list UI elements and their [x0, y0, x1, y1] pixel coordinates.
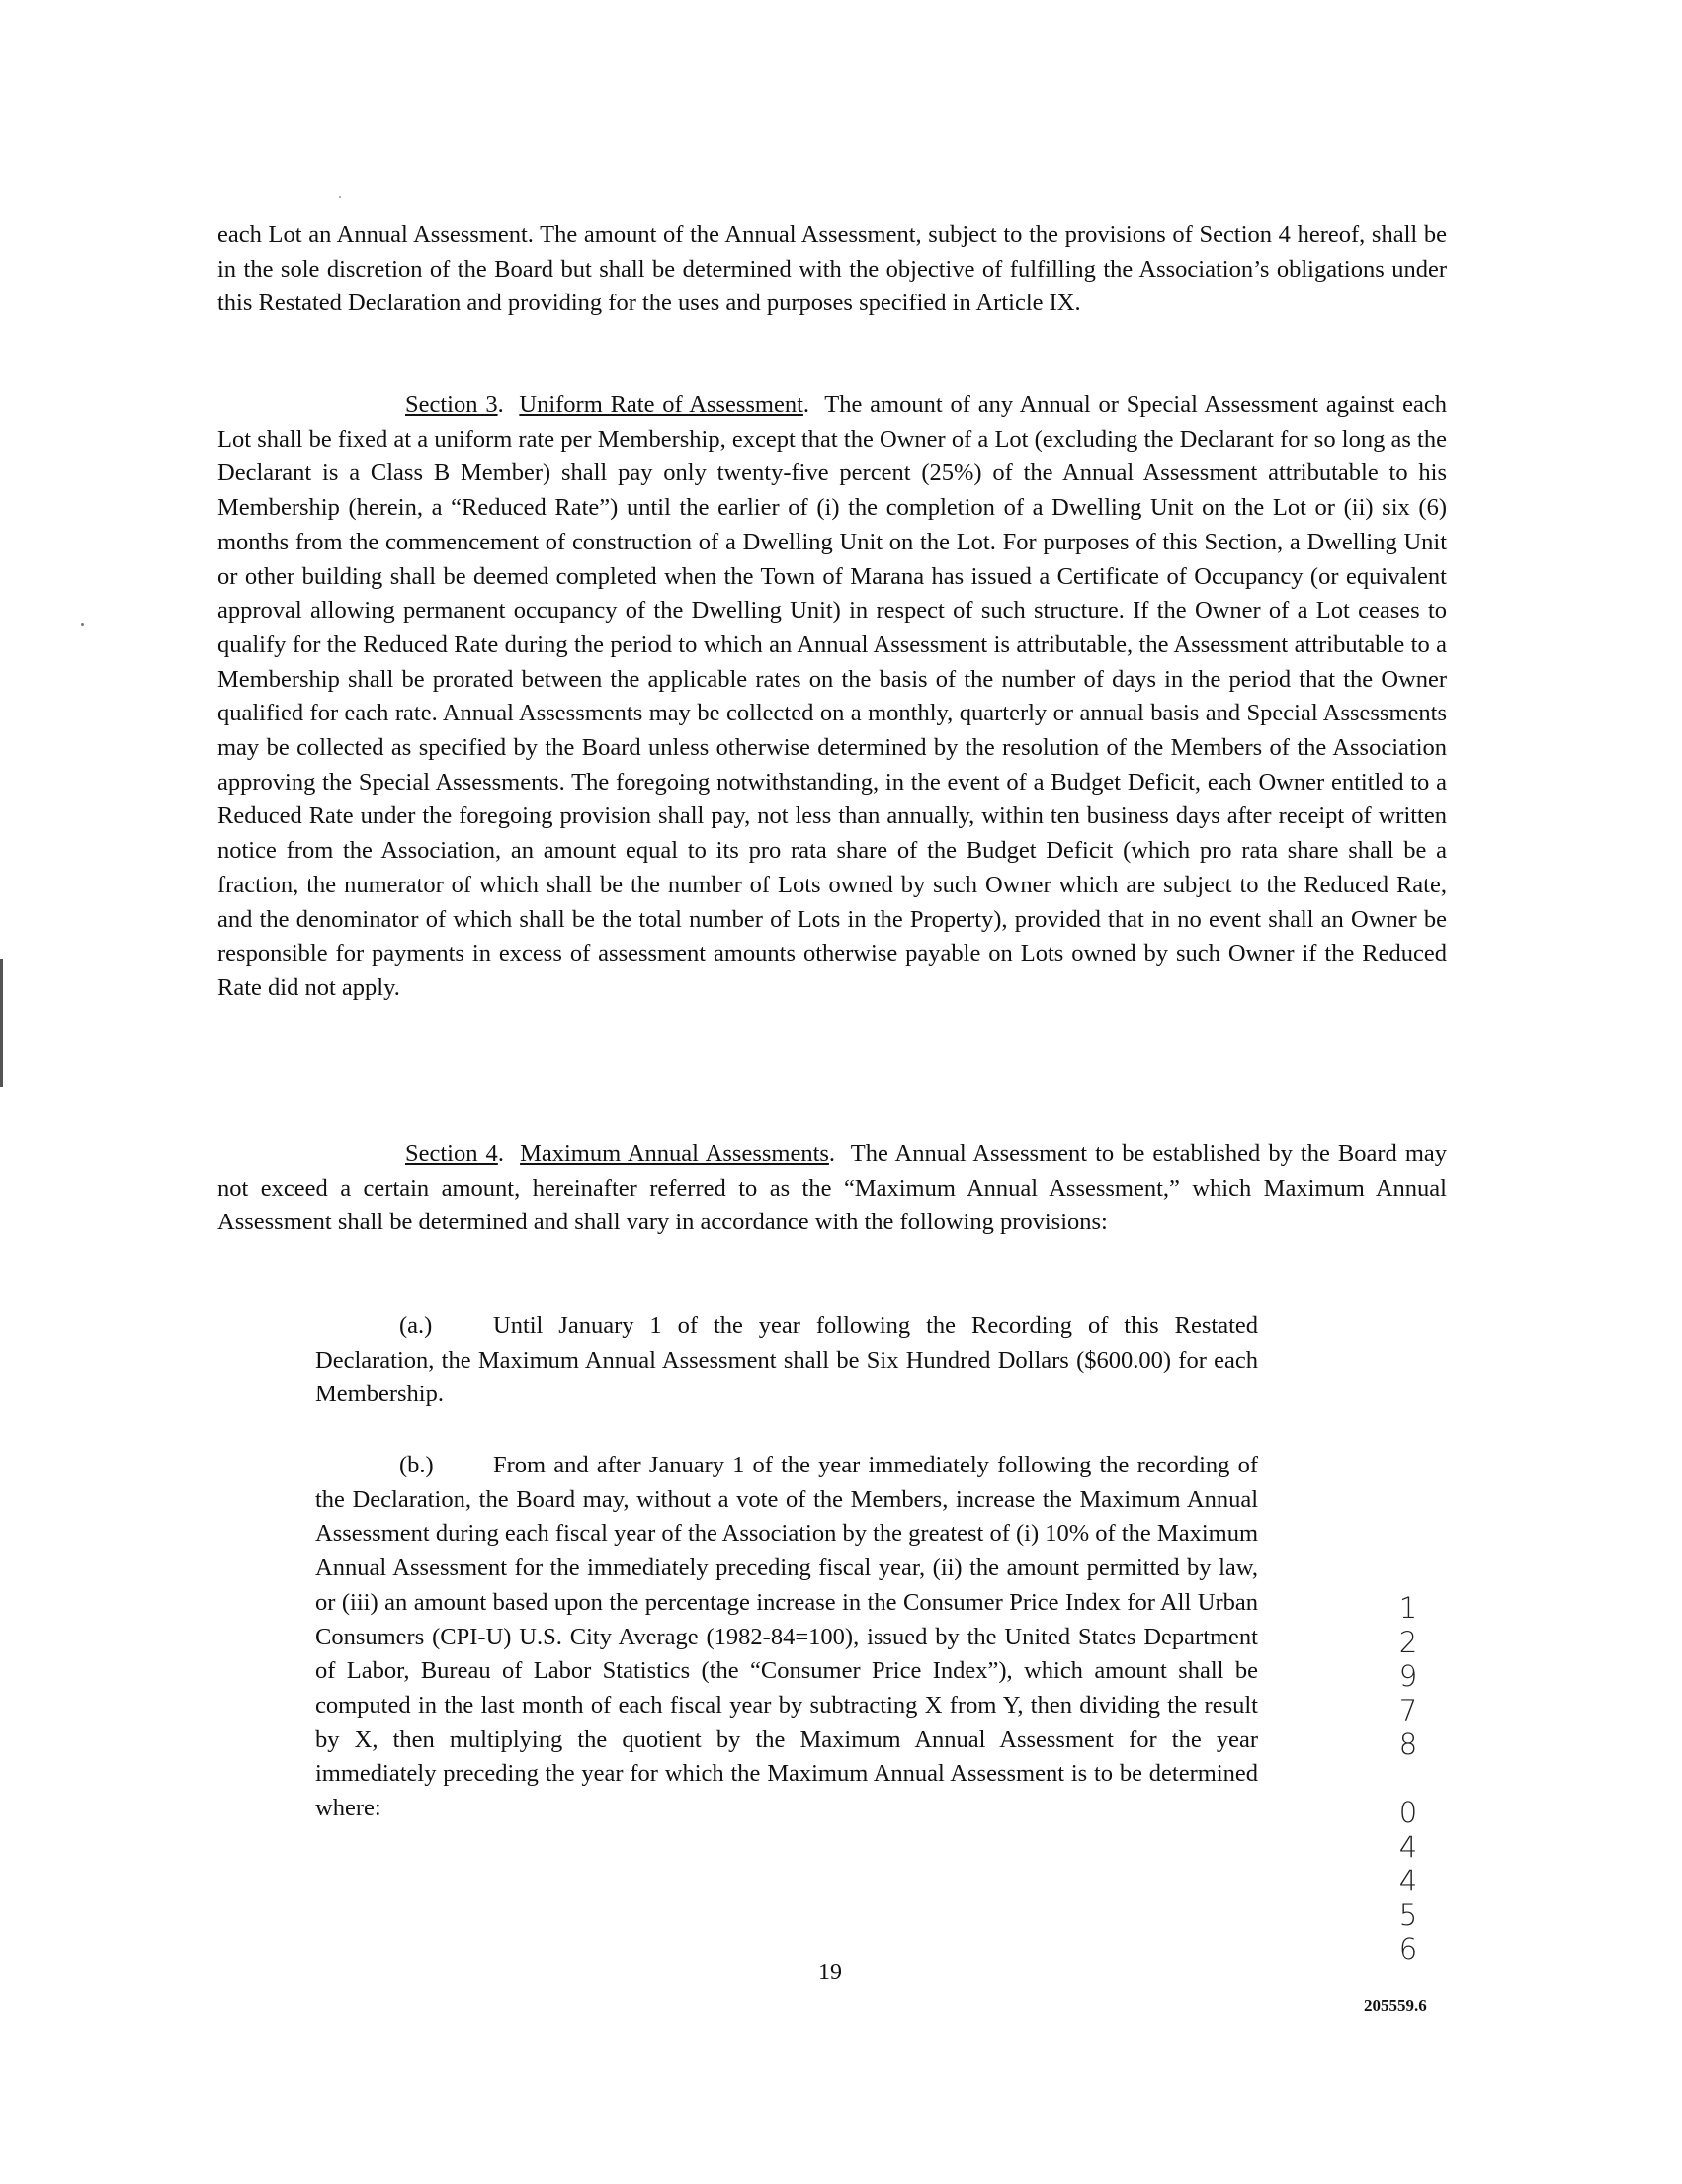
stamp-digit: 6: [1398, 1932, 1418, 1966]
section-3-body: The amount of any Annual or Special Assessment against each Lot shall be fixed at a uniform rate per Membership, except that the Owner of a Lot (excluding the Declarant for so long as the Declarant is a Class B Member) shall pay only twenty-five percent (25%) of the Annual Assessment attributable to his Membership (herein, a “Reduced Rate”) until the earlier of (i) the completion of a Dwelling Unit on the Lot or (ii) six (6) months from the commencement of construction of a Dwelling Unit on the Lot. For purposes of this Section, a Dwelling Unit or other building shall be deemed completed when the Town of Marana has issued a Certificate of Occupancy (or equivalent approval allowing permanent occupancy of the Dwelling Unit) in respect of such structure. If the Owner of a Lot ceases to qualify for the Reduced Rate during the period to which an Annual Assessment is attributable, the Assessment attributable to a Membership shall be prorated between the applicable rates on the basis of the number of days in the period that the Owner qualified for each rate. Annual Assessments may be collected on a monthly, quarterly or annual basis and Special Assessments may be collected as specified by the Board unless otherwise determined by the resolution of the Members of the Association approving the Special Assessments. The foregoing notwithstanding, in the event of a Budget Deficit, each Owner entitled to a Reduced Rate under the foregoing provision shall pay, not less than annually, within ten business days after receipt of written notice from the Association, an amount equal to its pro rata share of the Budget Deficit (which pro rata share shall be a fraction, the numerator of which shall be the number of Lots owned by such Owner which are subject to the Reduced Rate, and the denominator of which shall be the total number of Lots in the Property), provided that in no event shall an Owner be responsible for payments in excess of assessment amounts otherwise payable on Lots owned by such Owner if the Reduced Rate did not apply.: [217, 391, 1448, 1001]
subsection-b-body: From and after January 1 of the year immediately following the recording of the Declaration, the Board may, without a vote of the Members, increase the Maximum Annual Assessment during each fiscal year of the Association by the greatest of (i) 10% of the Maximum Annual Assessment for the immediately preceding fiscal year, (ii) the amount permitted by law, or (iii) an amount based upon the percentage increase in the Consumer Price Index for All Urban Consumers (CPI-U) U.S. City Average (1982-84=100), issued by the United States Department of Labor, Bureau of Labor Statistics (the “Consumer Price Index”), which amount shall be computed in the last month of each fiscal year by subtracting X from Y, then dividing the result by X, then multiplying the quotient by the Maximum Annual Assessment for the year immediately preceding the year for which the Maximum Annual Assessment is to be determined where:: [315, 1452, 1258, 1822]
stamp-digit: 9: [1398, 1659, 1418, 1693]
scan-speck: [339, 196, 341, 198]
subsection-a-body: Until January 1 of the year following the Recording of this Restated Declaration, the Maximum Annual Assessment shall be Six Hundred Dollars ($600.00) for each Membership.: [315, 1312, 1258, 1408]
paragraph-text: each Lot an Annual Assessment. The amount of the Annual Assessment, subject to the provisions of Section 4 hereof, shall be in the sole discretion of the Board but shall be determined with the objective of fulfilling the Association’s obligations under this Restated Declaration and providing for the uses and purposes specified in Article IX.: [217, 221, 1447, 317]
document-id: 205559.6: [1364, 1996, 1427, 2015]
section-4-body: The Annual Assessment to be established by the Board may not exceed a certain amount, hereinafter referred to as the “Maximum Annual Assessment,” which Maximum Annual Assessment shall be determined and shall vary in accordance with the following provisions:: [217, 1140, 1448, 1236]
stamp-digit: 7: [1398, 1693, 1418, 1727]
subsection-b: [315, 1449, 1258, 1826]
section-4-paragraph: Section 4. Maximum Annual Assessments. The Annual Assessment to be established by the Board may not exceed a certain amount, hereinafter referred to as the “Maximum Annual Assessment,” which Maximum Annual Assessment shall be determined and shall vary in accordance with the following provisions:: [217, 1140, 1448, 1236]
section-3-paragraph: Section 3. Uniform Rate of Assessment. The amount of any Annual or Special Assessment against each Lot shall be fixed at a uniform rate per Membership, except that the Owner of a Lot (excluding the Declarant for so long as the Declarant is a Class B Member) shall pay only twenty-five percent (25%) of the Annual Assessment attributable to his Membership (herein, a “Reduced Rate”) until the earlier of (i) the completion of a Dwelling Unit on the Lot or (ii) six (6) months from the commencement of construction of a Dwelling Unit on the Lot. For purposes of this Section, a Dwelling Unit or other building shall be deemed completed when the Town of Marana has issued a Certificate of Occupancy (or equivalent approval allowing permanent occupancy of the Dwelling Unit) in respect of such structure. If the Owner of a Lot ceases to qualify for the Reduced Rate during the period to which an Annual Assessment is attributable, the Assessment attributable to a Membership shall be prorated between the applicable rates on the basis of the number of days in the period that the Owner qualified for each rate. Annual Assessments may be collected on a monthly, quarterly or annual basis and Special Assessments may be collected as specified by the Board unless otherwise determined by the resolution of the Members of the Association approving the Special Assessments. The foregoing notwithstanding, in the event of a Budget Deficit, each Owner entitled to a Reduced Rate under the foregoing provision shall pay, not less than annually, within ten business days after receipt of written notice from the Association, an amount equal to its pro rata share of the Budget Deficit (which pro rata share shall be a fraction, the numerator of which shall be the number of Lots owned by such Owner which are subject to the Reduced Rate, and the denominator of which shall be the total number of Lots in the Property), provided that in no event shall an Owner be responsible for payments in excess of assessment amounts otherwise payable on Lots owned by such Owner if the Reduced Rate did not apply.: [217, 391, 1448, 1001]
stamp-gap: [1384, 1762, 1433, 1797]
section-3-title: Uniform Rate of Assessment: [519, 391, 803, 418]
stamp-digit: 0: [1398, 1796, 1418, 1829]
paragraph-annual-assessment: [217, 218, 1447, 321]
stamp-digit: 4: [1398, 1864, 1418, 1897]
stamp-digit: 5: [1398, 1897, 1418, 1932]
stamp-digit: 1: [1398, 1591, 1418, 1625]
recording-stamp: [1384, 1591, 1433, 1967]
stamp-digit: 8: [1398, 1727, 1418, 1761]
section-3-number: Section 3: [405, 391, 498, 418]
subsection-b-label: (b.): [399, 1452, 434, 1478]
scan-edge-mark: [0, 959, 3, 1087]
stamp-digit: 2: [1398, 1625, 1418, 1659]
scan-speck: [81, 623, 84, 626]
stamp-digit: 4: [1398, 1829, 1418, 1864]
page-number: 19: [818, 1960, 842, 1985]
section-4-title: Maximum Annual Assessments: [520, 1140, 829, 1167]
section-4-number: Section 4: [405, 1140, 498, 1167]
subsection-a-label: (a.): [399, 1312, 433, 1339]
subsection-a: [315, 1309, 1258, 1412]
